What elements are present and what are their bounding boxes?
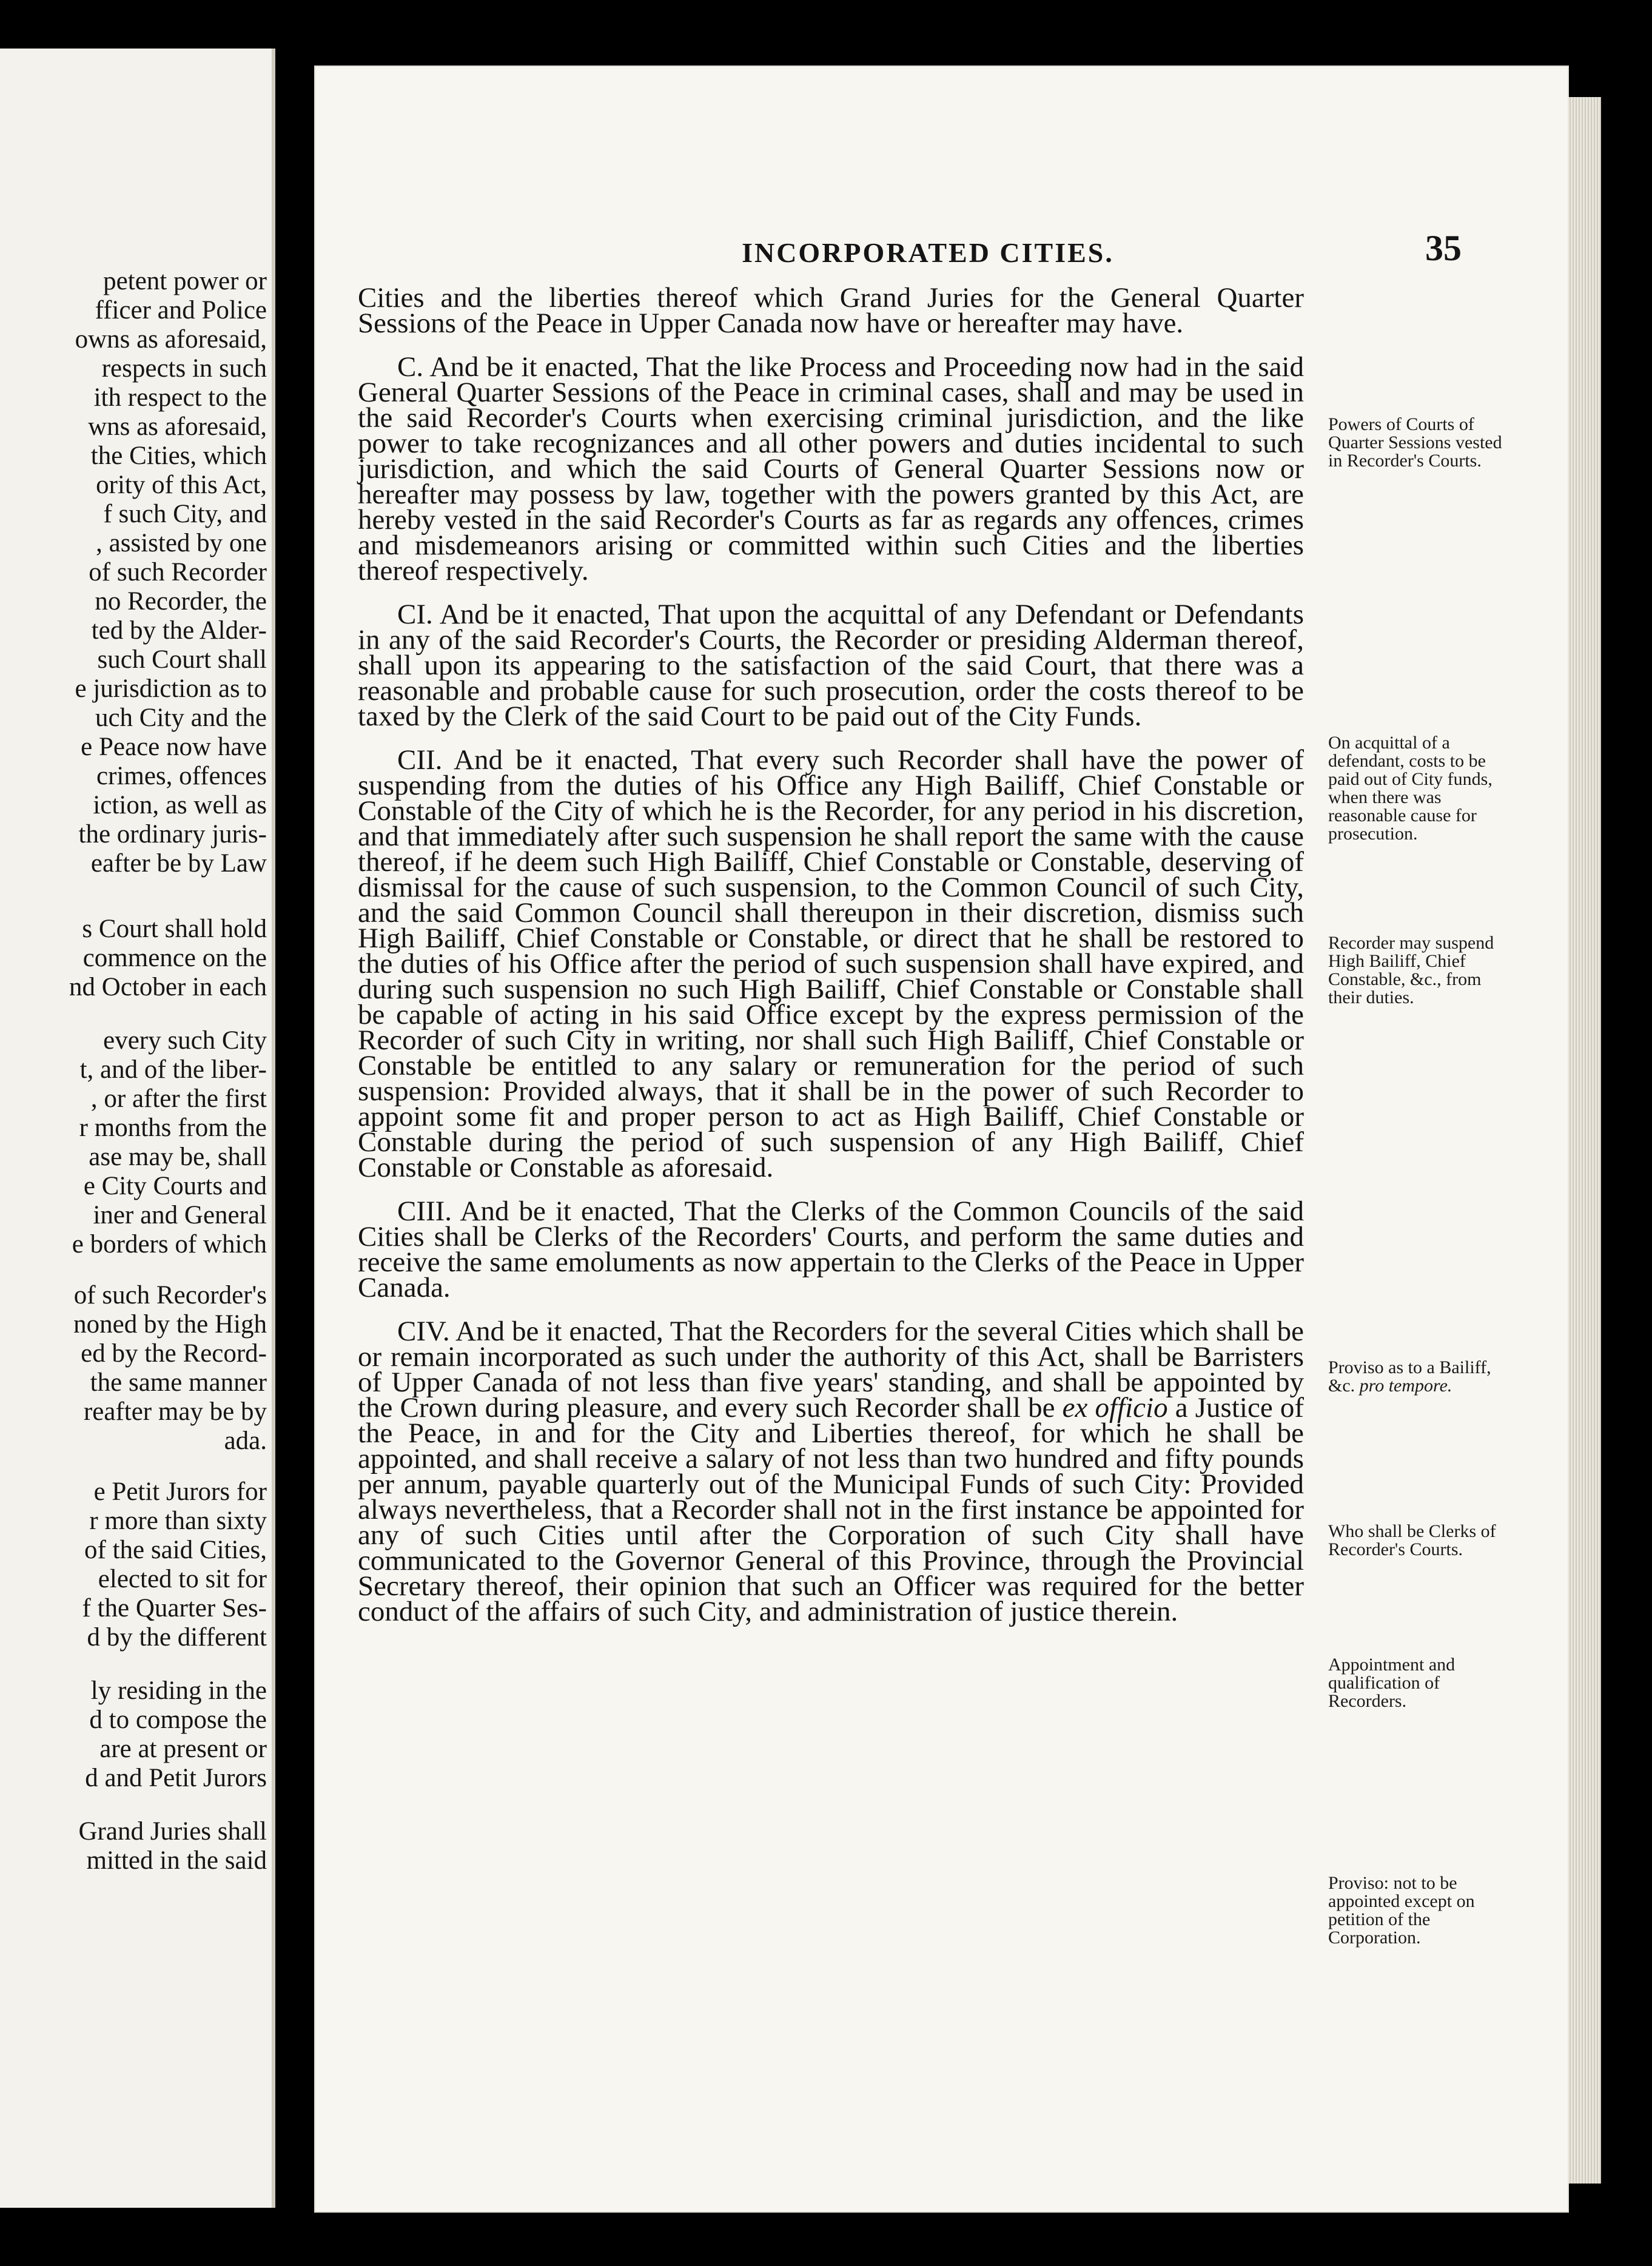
left-page-line: the ordinary juris-: [78, 820, 267, 849]
left-page-line: Grand Juries shall: [78, 1817, 267, 1846]
left-page-line: are at present or: [99, 1735, 267, 1763]
margin-note-suspend: Recorder may suspend High Bailiff, Chief Constable, &c., from their duties.: [1328, 933, 1494, 1007]
left-page-line: d and Petit Jurors: [85, 1764, 267, 1792]
section-ciii: CIII. And be it enacted, That the Clerks of the Common Councils of the said Cities shall be Clerks of the Recorders' Courts, and perform the same duties and receive the same emoluments as now appertain to the Clerks of the Peace in Upper Canada.: [358, 1195, 1304, 1303]
section-c: C. And be it enacted, That the like Process and Proceeding now had in the said General Quarter Sessions of the Peace in criminal cases, shall and may be used in the said Recorder's Courts when exercising criminal jurisdiction, and the like power to take recognizances and all other powers and duties incidental to such jurisdiction, and which the said Courts of General Quarter Sessions now or hereafter may possess by law, together with the powers granted by this Act, are hereby vested in the said Recorder's Courts as far as regards any offences, crimes and misdemeanors arising or committed within such Cities and the liberties thereof respectively.: [358, 351, 1304, 587]
left-page-line: e borders of which: [72, 1230, 267, 1259]
left-page-line: wns as aforesaid,: [88, 412, 267, 441]
left-page-line: e jurisdiction as to: [75, 674, 267, 703]
section-cii: CII. And be it enacted, That every such Recorder shall have the power of suspending from the duties of his Office any High Bailiff, Chief Constable or Constable of the City of which he is the Recorder, for any period in his discretion, and that immediately after such suspension he shall report the same with the cause thereof, if he deem such High Bailiff, Chief Constable or Constable, deserving of dismissal for the cause of such suspension, to the Common Council of such City, and the said Common Council shall thereupon in their discretion, dismiss such High Bailiff, Chief Constable or Constable, or direct that he shall be restored to the duties of his Office after the period of such suspension shall have expired, and during such suspension no such High Bailiff, Chief Constable or Constable shall be capable of acting in his said Office except by the express permission of the Recorder of such City in writing, nor shall such High Bailiff, Chief Constable or Constable be entitled to any salary or remuneration for the period of such suspension: Provided always, that it shall be in the power of such Recorder to appoint some fit and proper person to act as High Bailiff, Chief Constable or Constable during the period of such suspension of any High Bailiff, Chief Constable or Constable as aforesaid.: [358, 744, 1304, 1183]
left-page-line: commence on the: [82, 944, 267, 972]
left-page-line: e Peace now have: [81, 733, 267, 761]
left-page-line: elected to sit for: [98, 1565, 267, 1593]
page-right: [315, 67, 1568, 2211]
left-page-line: , assisted by one: [96, 529, 267, 557]
margin-note-proviso-temp-italic: pro tempore.: [1359, 1376, 1452, 1396]
left-page-line: of such Recorder: [89, 558, 267, 587]
left-page-line: f the Quarter Ses-: [82, 1594, 267, 1622]
left-page-line: of such Recorder's: [73, 1281, 267, 1310]
left-page-line: every such City: [103, 1026, 267, 1055]
left-page-line: such Court shall: [97, 645, 267, 674]
left-page-line: the Cities, which: [90, 442, 267, 470]
margin-note-proviso-temp-text: Proviso as to a Bailiff, &c.: [1328, 1357, 1491, 1396]
left-page-line: of the said Cities,: [84, 1536, 267, 1564]
section-civ-italic: ex officio: [1062, 1392, 1168, 1424]
running-title: INCORPORATED CITIES.: [742, 237, 1114, 268]
left-page-line: petent power or: [103, 267, 267, 295]
page-edge-stack: [1568, 97, 1601, 2184]
margin-note-acquittal: On acquittal of a defendant, costs to be paid out of City funds, when there was reasonable cause for prosecution.: [1328, 733, 1493, 844]
left-page-line: crimes, offences: [96, 762, 267, 790]
left-page-line: ed by the Record-: [81, 1339, 267, 1368]
margin-note-appointment: Appointment and qualification of Recorders.: [1328, 1655, 1456, 1711]
left-page-line: ted by the Alder-: [91, 616, 267, 645]
section-civ-text-b: a Justice of the Peace, in and for the City and Liberties thereof, for which he shall be appointed, and shall receive a salary of not less than two hundred and fifty pounds per annum, payable quarterly out of the Municipal Funds of such City: Provided always nevertheless, that a Recorder shall not in the first instance be appointed for any of such Cities until after the Corporation of such City shall have communicated to the Governor General of this Province, through the Provincial Secretary thereof, their opinion that such an Officer was required for the better conduct of the affairs of such City, and administration of justice therein.: [358, 1392, 1304, 1627]
left-page-line: t, and of the liber-: [79, 1055, 267, 1084]
left-page-line: iction, as well as: [93, 791, 267, 819]
left-page-line: respects in such: [101, 354, 267, 383]
section-ci: CI. And be it enacted, That upon the acquittal of any Defendant or Defendants in any of the said Recorder's Courts, the Recorder or presiding Alderman thereof, shall upon its appearing to the satisfaction of the said Court, that there was a reasonable and probable cause for such prosecution, order the costs thereof to be taxed by the Clerk of the said Court to be paid out of the City Funds.: [358, 599, 1304, 732]
left-page-line: mitted in the said: [86, 1846, 267, 1875]
left-page-line: owns as aforesaid,: [75, 325, 267, 354]
left-page-line: iner and General: [93, 1201, 267, 1229]
left-page-line: no Recorder, the: [95, 587, 267, 616]
left-page-line: e City Courts and: [83, 1172, 267, 1200]
margin-note-clerks: Who shall be Clerks of Recorder's Courts.: [1328, 1521, 1496, 1559]
left-page-line: d to compose the: [89, 1706, 267, 1734]
left-page-line: uch City and the: [95, 704, 267, 732]
left-page-line: e Petit Jurors for: [93, 1478, 267, 1506]
facing-page-left: [0, 49, 275, 2208]
left-page-line: fficer and Police: [95, 296, 267, 324]
left-page-line: ly residing in the: [90, 1676, 267, 1705]
body-text: [358, 282, 1304, 1642]
section-civ: [358, 1316, 1304, 1627]
page-number: 35: [1425, 228, 1462, 268]
paragraph-continuation: Cities and the liberties thereof which Grand Juries for the General Quarter Sessions of the Peace in Upper Canada now have or hereafter may have.: [358, 282, 1304, 339]
margin-note-powers: Powers of Courts of Quarter Sessions vested in Recorder's Courts.: [1328, 414, 1502, 471]
margin-note-proviso-temp: [1328, 1359, 1510, 1395]
left-page-line: eafter be by Law: [90, 849, 267, 878]
left-page-line: the same manner: [90, 1368, 267, 1397]
left-page-line: ada.: [224, 1427, 267, 1455]
margin-note-proviso-petition: Proviso: not to be appointed except on petition of the Corporation.: [1328, 1873, 1475, 1948]
section-civ-text-a: CIV. And be it enacted, That the Recorders for the several Cities which shall be or remain incorporated as such under the authority of this Act, shall be Barristers of Upper Canada of not less than five years' standing, and shall be appointed by the Crown during pleasure, and every such Recorder shall be: [358, 1316, 1304, 1424]
left-page-line: f such City, and: [103, 500, 267, 528]
left-page-line: ority of this Act,: [96, 471, 267, 499]
left-page-line: r months from the: [79, 1114, 267, 1142]
left-page-line: ith respect to the: [93, 383, 267, 412]
left-page-line: ase may be, shall: [89, 1143, 267, 1171]
left-page-line: r more than sixty: [89, 1507, 267, 1535]
left-page-line: s Court shall hold: [82, 915, 267, 943]
left-page-line: nd October in each: [69, 973, 267, 1001]
left-page-line: , or after the first: [90, 1084, 267, 1113]
left-page-line: noned by the High: [73, 1310, 267, 1339]
left-page-line: reafter may be by: [83, 1397, 267, 1426]
left-page-line: d by the different: [87, 1623, 267, 1652]
